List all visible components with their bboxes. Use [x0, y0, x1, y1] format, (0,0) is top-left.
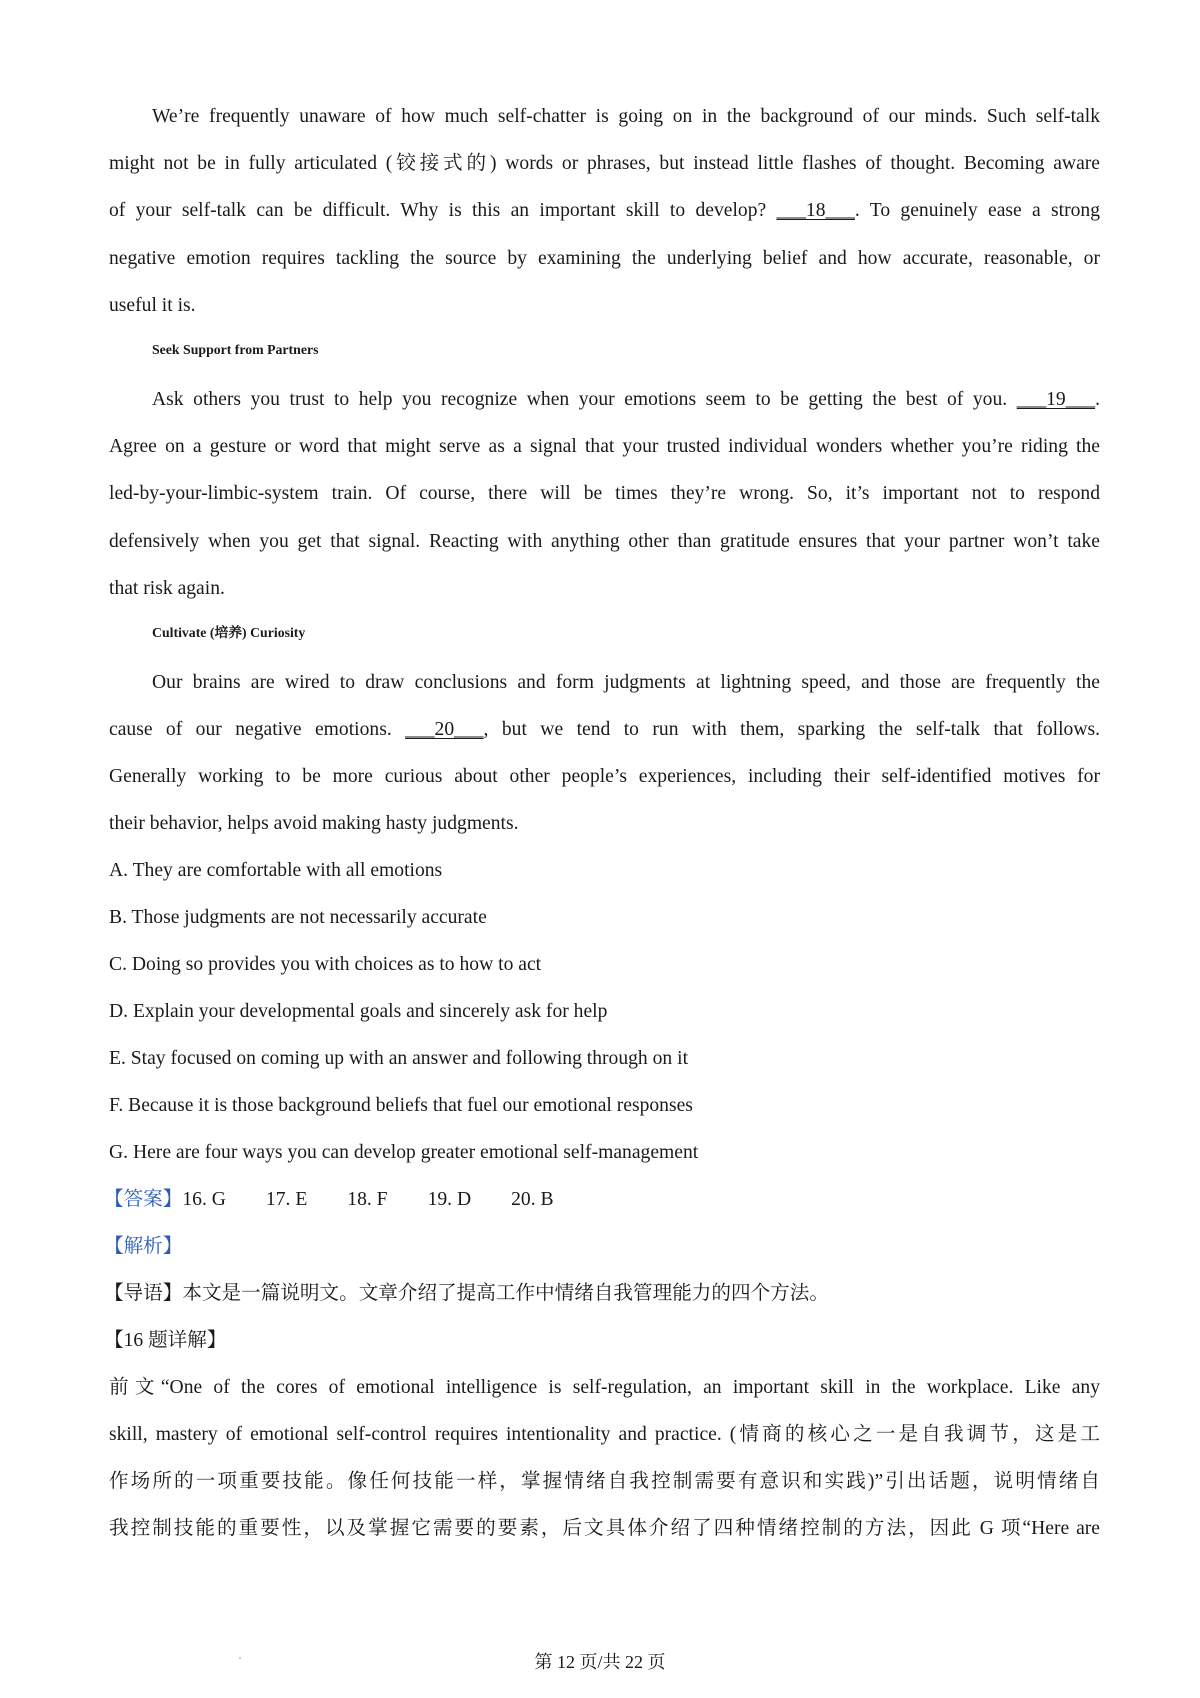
- paragraph-line: defensively when you get that signal. Reacting with anything other than gratitude ensures that your partner won’t take: [109, 531, 1100, 552]
- option-d: D. Explain your developmental goals and sincerely ask for help: [109, 1001, 608, 1022]
- detail-line: 前文“One of the cores of emotional intelligence is self-regulation, an important skill in the workplace. Like any: [109, 1377, 1100, 1398]
- section-heading: Seek Support from Partners: [152, 342, 319, 357]
- detail-line: 我控制技能的重要性，以及掌握它需要的要素，后文具体介绍了四种情绪控制的方法，因此 G 项“Here are: [109, 1518, 1100, 1539]
- intro-line: 【导语】本文是一篇说明文。文章介绍了提高工作中情绪自我管理能力的四个方法。: [104, 1283, 829, 1304]
- detail-line: skill, mastery of emotional self-control requires intentionality and practice. (情商的核心之一是自我调节，这是工: [109, 1424, 1100, 1445]
- detail-line: 作场所的一项重要技能。像任何技能一样，掌握情绪自我控制需要有意识和实践)”引出话题，说明情绪自: [109, 1471, 1100, 1492]
- paragraph-line: their behavior, helps avoid making hasty judgments.: [109, 813, 519, 834]
- paragraph-line: negative emotion requires tackling the source by examining the underlying belief and how accurate, reasonable, or: [109, 248, 1100, 269]
- blank-18: ___18___: [776, 200, 855, 221]
- paragraph-line: Our brains are wired to draw conclusions and form judgments at lightning speed, and those are frequently the: [152, 672, 1100, 693]
- paragraph-line: Agree on a gesture or word that might serve as a signal that your trusted individual wonders whether you’re riding the: [109, 436, 1100, 457]
- answer-item: 18. F: [347, 1189, 388, 1210]
- option-e: E. Stay focused on coming up with an answer and following through on it: [109, 1048, 689, 1069]
- section-heading: Cultivate (培养) Curiosity: [152, 625, 306, 640]
- option-b: B. Those judgments are not necessarily accurate: [109, 907, 487, 928]
- option-f: F. Because it is those background beliefs that fuel our emotional responses: [109, 1095, 693, 1116]
- page-footer: 第 12 页/共 22 页: [534, 1652, 666, 1672]
- paragraph-line: cause of our negative emotions. ___20___, but we tend to run with them, sparking the self-talk that follows.: [109, 719, 1100, 740]
- blank-19: ___19___: [1016, 389, 1096, 410]
- answer-item: 16. G: [182, 1189, 226, 1210]
- answer-line: [104, 1189, 1100, 1210]
- paragraph-line: of your self-talk can be difficult. Why is this an important skill to develop? ___18___. To genuinely ease a strong: [109, 200, 1101, 221]
- paragraph-line: We’re frequently unaware of how much self-chatter is going on in the background of our minds. Such self-talk: [152, 106, 1100, 127]
- paragraph-line: Ask others you trust to help you recognize when your emotions seem to be getting the best of you. ___19___.: [152, 389, 1100, 410]
- detail-label: 【16 题详解】: [104, 1330, 227, 1351]
- option-g: G. Here are four ways you can develop greater emotional self-management: [109, 1142, 699, 1163]
- paragraph-line: useful it is.: [109, 295, 196, 316]
- analysis-label: 【解析】: [104, 1236, 183, 1257]
- answer-item: 19. D: [427, 1189, 472, 1210]
- blank-20: ___20___: [405, 719, 484, 740]
- paragraph-line: that risk again.: [109, 578, 225, 599]
- paragraph-line: might not be in fully articulated (铰接式的) words or phrases, but instead little flashes of thought. Becoming aware: [109, 153, 1100, 174]
- answer-item: 17. E: [265, 1189, 308, 1210]
- paragraph-line: led-by-your-limbic-system train. Of course, there will be times they’re wrong. So, it’s important not to respond: [109, 483, 1100, 504]
- paragraph-line: Generally working to be more curious about other people’s experiences, including their self-identified motives for: [109, 766, 1100, 787]
- answer-label: 【答案】: [104, 1189, 183, 1210]
- option-c: C. Doing so provides you with choices as to how to act: [109, 954, 542, 975]
- option-a: A. They are comfortable with all emotions: [109, 860, 443, 881]
- answer-item: 20. B: [511, 1189, 554, 1210]
